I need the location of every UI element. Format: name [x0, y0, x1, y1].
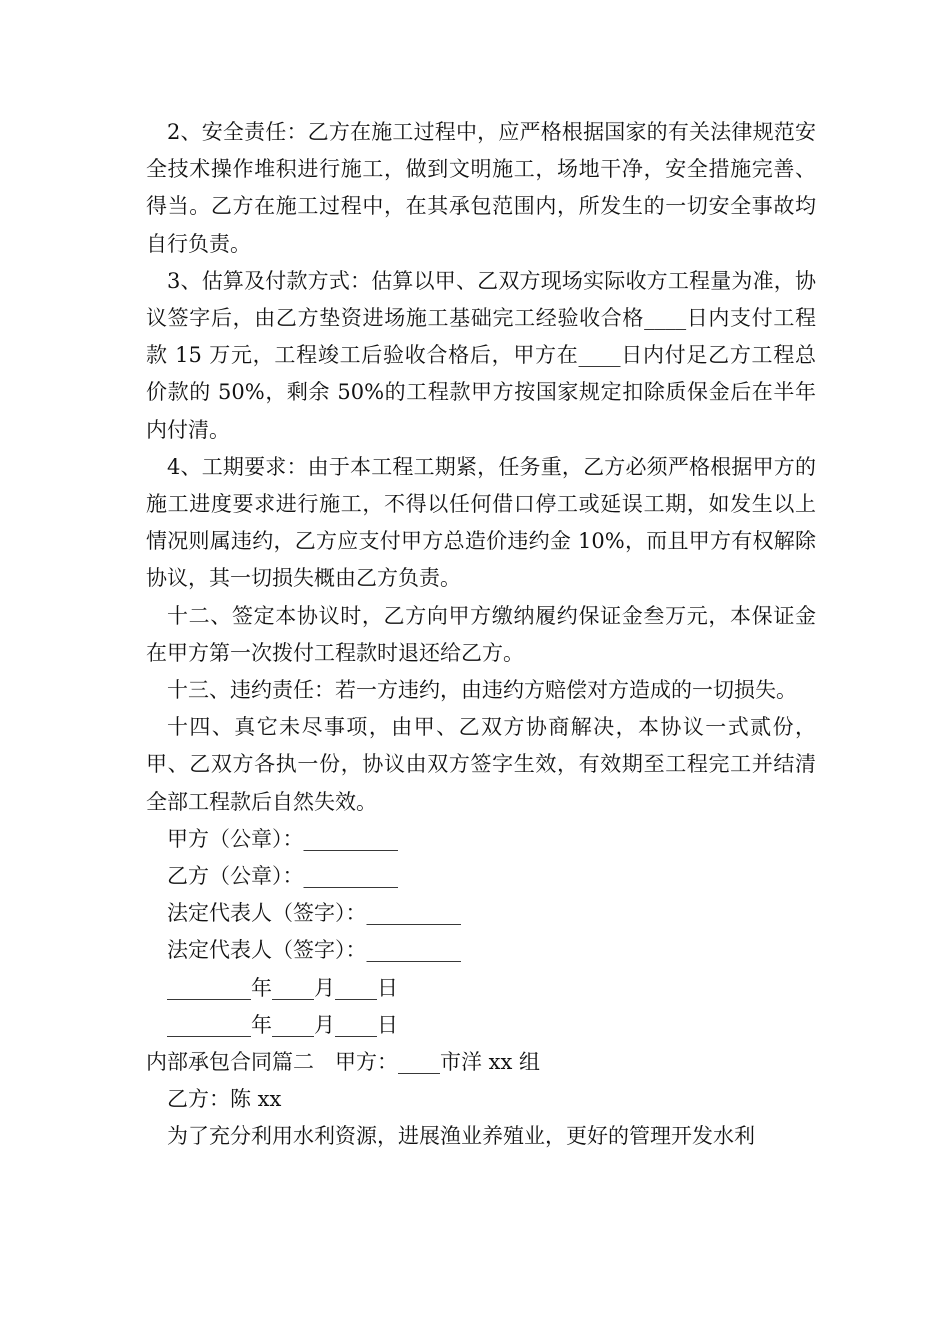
contract-two-heading: 内部承包合同篇二 甲方：____市洋 xx 组 — [146, 1050, 541, 1075]
clause-fourteen-other-matters: 十四、真它未尽事项，由甲、乙双方协商解决，本协议一式贰份，甲、乙双方各执一份，协议由双方签字生效，有效期至工程完工并结清全部工程款后自然失效。 — [146, 715, 816, 814]
clause-schedule-requirement: 4、工期要求：由于本工程工期紧，任务重，乙方必须严格根据甲方的施工进度要求进行施工，不得以任何借口停工或延误工期，如发生以上情况则属违约，乙方应支付甲方总造价违约金 10%，而且甲方有权解除协议，其一切损失概由乙方负责。 — [146, 454, 816, 591]
signature-party-a-seal: 甲方（公章）：_________ — [167, 826, 398, 851]
clause-estimate-and-payment: 3、估算及付款方式：估算以甲、乙双方现场实际收方工程量为准，协议签字后，由乙方垫资进场施工基础完工经验收合格____日内支付工程款 15 万元，工程竣工后验收合格后，甲方在____日内付足乙方工程总价款的 50%，剩余 50%的工程款甲方按国家规定扣除质保金后在半年内付清。 — [146, 268, 816, 442]
clause-twelve-deposit: 十二、签定本协议时，乙方向甲方缴纳履约保证金叁万元，本保证金在甲方第一次拨付工程款时退还给乙方。 — [146, 603, 816, 665]
signature-party-b-seal: 乙方（公章）：_________ — [167, 864, 398, 889]
document-body — [146, 114, 816, 1156]
signature-date-a: ________年____月____日 — [167, 975, 398, 1000]
clause-safety-responsibility: 2、安全责任：乙方在施工过程中，应严格根据国家的有关法律规范安全技术操作堆积进行施工，做到文明施工，场地干净，安全措施完善、得当。乙方在施工过程中，在其承包范围内，所发生的一切安全事故均自行负责。 — [146, 120, 816, 256]
signature-legal-rep-a: 法定代表人（签字）：_________ — [167, 901, 461, 926]
signature-legal-rep-b: 法定代表人（签字）：_________ — [167, 938, 461, 963]
signature-date-b: ________年____月____日 — [167, 1012, 398, 1037]
contract-two-party-b: 乙方：陈 xx — [167, 1087, 282, 1112]
contract-two-preamble: 为了充分利用水利资源，进展渔业养殖业，更好的管理开发水利 — [167, 1124, 755, 1149]
clause-thirteen-breach: 十三、违约责任：若一方违约，由违约方赔偿对方造成的一切损失。 — [167, 678, 797, 703]
